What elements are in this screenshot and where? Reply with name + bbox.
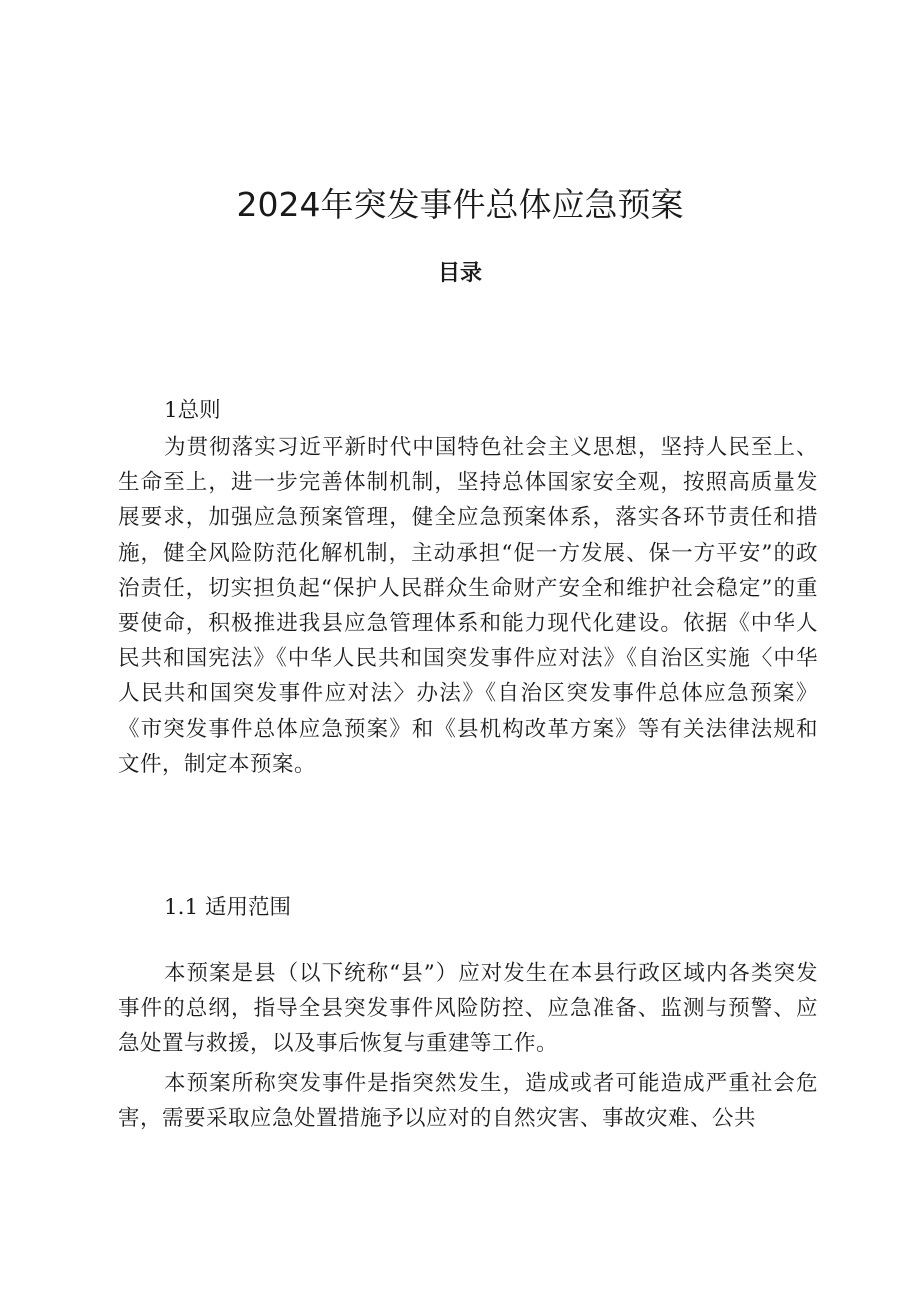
section-1-paragraph: 为贯彻落实习近平新时代中国特色社会主义思想，坚持人民至上、生命至上，进一步完善体制机制，坚持总体国家安全观，按照高质量发展要求，加强应急预案管理，健全应急预案体系，落实各环节责任和措施，健全风险防范化解机制，主动承担“促一方发展、保一方平安”的政治责任，切实担负起“保护人民群众生命财产安全和维护社会稳定”的重要使命，积极推进我县应急管理体系和能力现代化建设。依据《中华人民共和国宪法》《中华人民共和国突发事件应对法》《自治区实施〈中华人民共和国突发事件应对法〉办法》《自治区突发事件总体应急预案》《市突发事件总体应急预案》和《县机构改革方案》等有关法律法规和文件，制定本预案。 <box>118 435 818 777</box>
document-title: 2024年突发事件总体应急预案 <box>236 185 684 224</box>
toc-heading: 目录 <box>437 261 482 286</box>
section-1-1-paragraph-1: 本预案是县（以下统称“县”）应对发生在本县行政区域内各类突发事件的总纲，指导全县突发事件风险防控、应急准备、监测与预警、应急处置与救援，以及事后恢复与重建等工作。 <box>118 961 818 1057</box>
section-1-1-body <box>118 956 818 1136</box>
section-1-heading: 1总则 <box>164 398 221 423</box>
section-1-body <box>118 430 818 782</box>
section-1-1-heading: 1.1 适用范围 <box>164 895 292 920</box>
section-1-1-paragraph-2: 本预案所称突发事件是指突然发生，造成或者可能造成严重社会危害，需要采取应急处置措施予以应对的自然灾害、事故灾难、公共 <box>118 1070 818 1131</box>
